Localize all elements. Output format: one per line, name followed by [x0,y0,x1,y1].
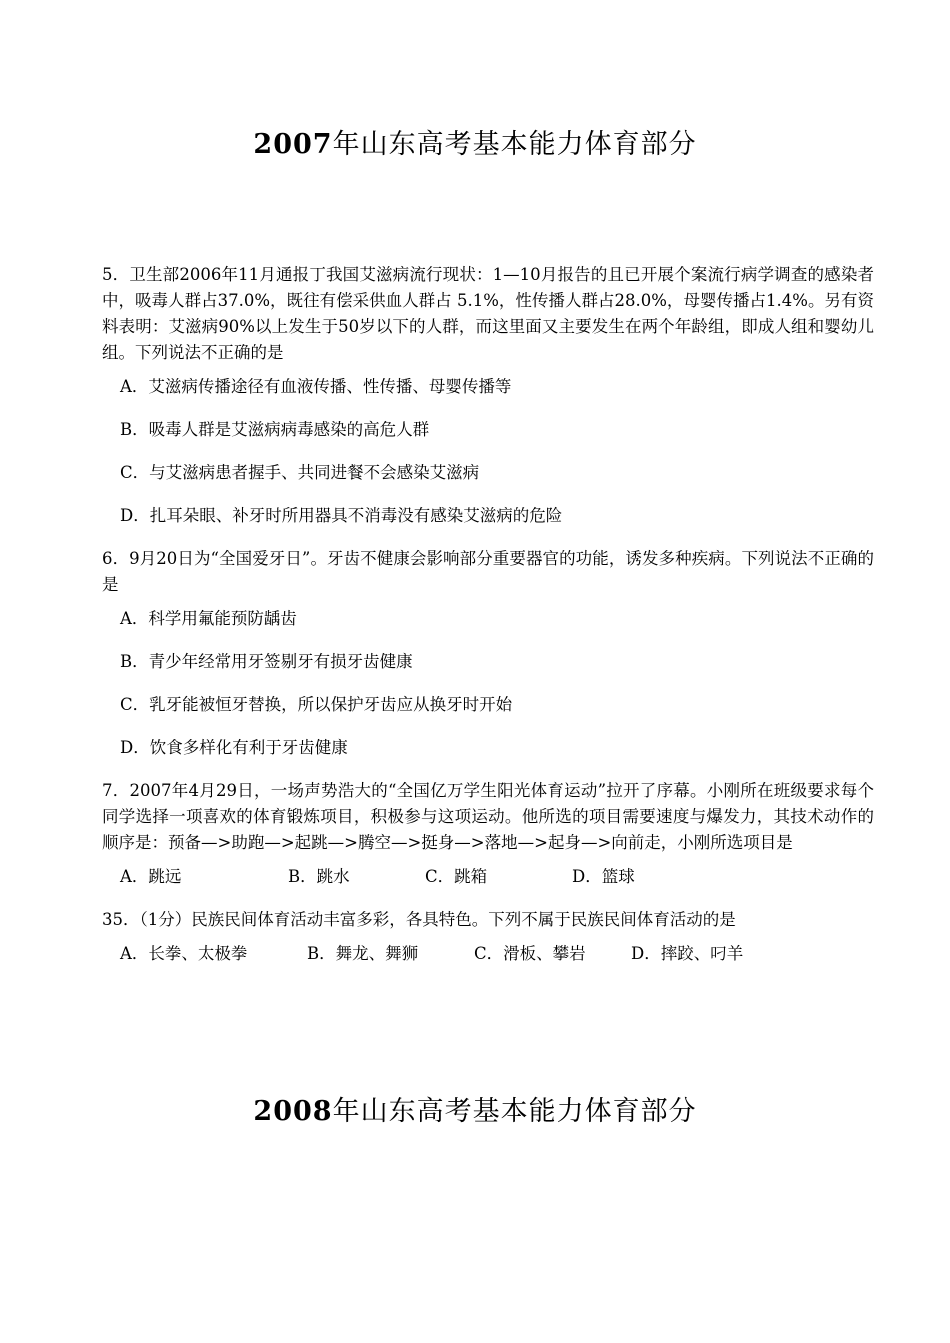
question-7-stem: 7．2007年4月29日，一场声势浩大的“全国亿万学生阳光体育运动”拉开了序幕。小刚所在班级要求每个同学选择一项喜欢的体育锻炼项目，积极参与这项运动。他所选的项目需要速度与爆发力，其技术动作的顺序是：预备—>助跑—>起跳—>腾空—>挺身—>落地—>起身—>向前走，小刚所选项目是 [102,781,874,852]
question-7-option-d: D．篮球 [572,867,635,886]
section-title-2007 [0,122,950,161]
question-35-option-b: B．舞龙、舞狮 [307,944,419,963]
question-7-options [120,864,874,890]
question-5-option-a: A．艾滋病传播途径有血液传播、性传播、母婴传播等 [120,377,512,396]
question-6-option-d: D．饮食多样化有利于牙齿健康 [120,738,348,757]
section-title-year: 2008 [253,1096,333,1127]
question-7-option-b: B．跳水 [288,867,350,886]
question-35-option-d: D．摔跤、叼羊 [631,944,744,963]
question-6-stem: 6．9月20日为“全国爱牙日”。牙齿不健康会影响部分重要器官的功能，诱发多种疾病。下列说法不正确的是 [102,549,874,594]
question-5-option-d: D．扎耳朵眼、补牙时所用器具不消毒没有感染艾滋病的危险 [120,506,563,525]
question-7-option-c: C．跳箱 [425,867,488,886]
question-35-options [120,941,874,967]
question-7-option-a: A．跳远 [120,867,182,886]
question-5-option-b: B．吸毒人群是艾滋病病毒感染的高危人群 [120,420,430,439]
question-6-option-b: B．青少年经常用牙签剔牙有损牙齿健康 [120,652,413,671]
section-title-year: 2007 [253,129,333,160]
question-5-option-c: C．与艾滋病患者握手、共同进餐不会感染艾滋病 [120,463,480,482]
question-5-stem: 5．卫生部2006年11月通报丁我国艾滋病流行现状：1—10月报告的且已开展个案流行病学调查的感染者中，吸毒人群占37.0%，既往有偿采供血人群占 5.1%，性传播人群占28.0%，母婴传播占1.4%。另有资料表明：艾滋病90%以上发生于50岁以下的人群，而这里面又主要发生在两个年龄组，即成人组和婴幼儿组。下列说法不正确的是 [102,265,874,362]
question-6-option-c: C．乳牙能被恒牙替换，所以保护牙齿应从换牙时开始 [120,695,513,714]
section-title-text: 年山东高考基本能力体育部分 [332,1096,697,1127]
section-title-text: 年山东高考基本能力体育部分 [332,129,697,160]
questions-block [102,262,874,984]
question-35-stem: 35．（1分）民族民间体育活动丰富多彩，各具特色。下列不属于民族民间体育活动的是 [102,910,736,929]
section-title-2008 [0,1089,950,1128]
question-6-option-a: A．科学用氟能预防龋齿 [120,609,297,628]
question-35-option-a: A．长拳、太极拳 [120,944,248,963]
question-35-option-c: C．滑板、攀岩 [474,944,586,963]
